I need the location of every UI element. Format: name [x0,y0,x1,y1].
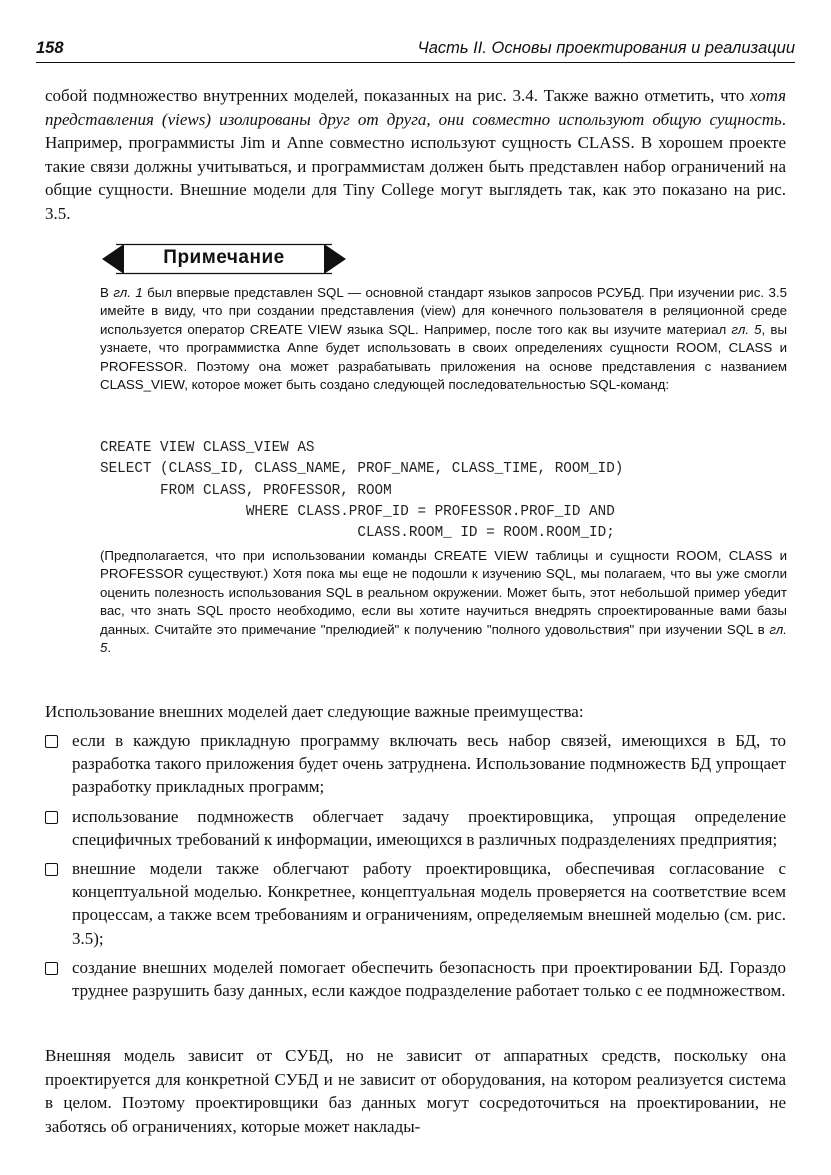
running-header [36,36,795,63]
list-item-text: если в каждую прикладную программу включать весь набор связей, имеющихся в БД, то разработка такого приложения будет очень затруднена. Использование подмножеств БД упрощает разработку прикладных программ; [72,731,786,797]
list-item [45,956,786,1002]
list-item [45,857,786,950]
checkbox-bullet-icon [45,735,58,748]
note-text: . [107,640,112,656]
note-text: был впервые представлен SQL — основной стандарт языков запросов РСУБД. При изучении рис. 3.5 имейте в виду, что при создании представления (view) для конечного пользователя в реляционной среде используется оператор CREATE VIEW языка SQL. Например, после того как вы изучите материал [100,285,787,337]
checkbox-bullet-icon [45,863,58,876]
chapter-ref: гл. 5 [100,621,787,656]
note-text: В [100,285,114,300]
note-text: (Предполагается, что при использовании команды CREATE VIEW таблицы и сущности ROOM, CLASS и PROFESSOR существуют.) Хотя пока мы еще не подошли к изучению SQL, мы полагаем, что вы уже смогли оценить полезность использования SQL в реальном окружении. Может быть, этот небольшой пример убедит вас, что знать SQL просто необходимо, если вы хотите научиться внедрять спроектированные вами базы данных. Считайте это примечание "прелюдией" к получению "полного удовольствия" при изучении SQL в [100,548,787,637]
chapter-ref: гл. 5 [731,321,762,337]
note-paragraph-1 [100,284,787,394]
intro-paragraph [45,84,786,225]
note-text: , вы узнаете, что программистка Anne будет использовать в своих определениях сущности ROOM, CLASS и PROFESSOR. Поэтому она может разрабатывать приложения на основе представления с названием CLASS_VIEW, которое может быть создано следующей последовательностью SQL-команд: [100,321,787,393]
closing-text: Внешняя модель зависит от СУБД, но не зависит от аппаратных средств, поскольку она проектируется для конкретной СУБД и не зависит от оборудования, на котором реализуется система в целом. Поэтому проектировщики баз данных могут сосредоточиться на проектировании, не заботясь об ограничениях, которые может наклады- [45,1046,786,1136]
advantages-list [45,729,786,1008]
intro-italic: хотя представления (views) изолированы друг от друга, они совместно используют общую сущность [45,86,786,129]
list-item-text: внешние модели также облегчают работу проектировщика, обеспечивая согласование с концептуальной моделью. Конкретнее, концептуальная модель проверяется на соответствие всем процессам, а также всем требованиям и ограничениям, определяемым внешней моделью (см. рис. 3.5); [72,859,786,948]
note-tag [100,242,348,276]
note-label: Примечание [163,247,285,268]
list-item-text: создание внешних моделей помогает обеспечить безопасность при проектировании БД. Гораздо труднее разрушить базу данных, если каждое подразделение работает только с ее подмножеством. [72,957,786,1001]
advantages-intro [45,700,786,724]
list-item [45,729,786,799]
advantages-intro-text: Использование внешних моделей дает следующие важные преимущества: [45,702,584,721]
page-number: 158 [36,39,64,57]
closing-paragraph [45,1044,786,1138]
intro-text-1: собой подмножество внутренних моделей, показанных на рис. 3.4. Также важно отметить, что [45,86,750,105]
list-item-text: использование подмножеств облегчает задачу проектировщика, упрощая определение специфичных требований к информации, имеющихся в различных подразделениях предприятия; [72,806,786,849]
checkbox-bullet-icon [45,962,58,975]
section-title: Часть II. Основы проектирования и реализации [417,39,795,57]
intro-text-2: . Например, программисты Jim и Anne совместно используют сущность CLASS. В хорошем проекте такие связи должны учитываться, и программистам должен быть представлен набор ограничений на общие сущности. Внешние модели для Tiny College могут выглядеть так, как это показано на рис. 3.5. [45,109,786,223]
sql-code-block: CREATE VIEW CLASS_VIEW AS SELECT (CLASS_ID, CLASS_NAME, PROF_NAME, CLASS_TIME, ROOM_ID) FROM CLASS, PROFESSOR, ROOM WHERE CLASS.PROF_ID = PROFESSOR.PROF_ID AND CLASS.ROOM_ ID = ROOM.ROOM_ID; [100,440,624,542]
list-item [45,805,786,851]
chapter-ref: гл. 1 [113,285,143,300]
checkbox-bullet-icon [45,811,58,824]
note-paragraph-2 [100,547,787,657]
